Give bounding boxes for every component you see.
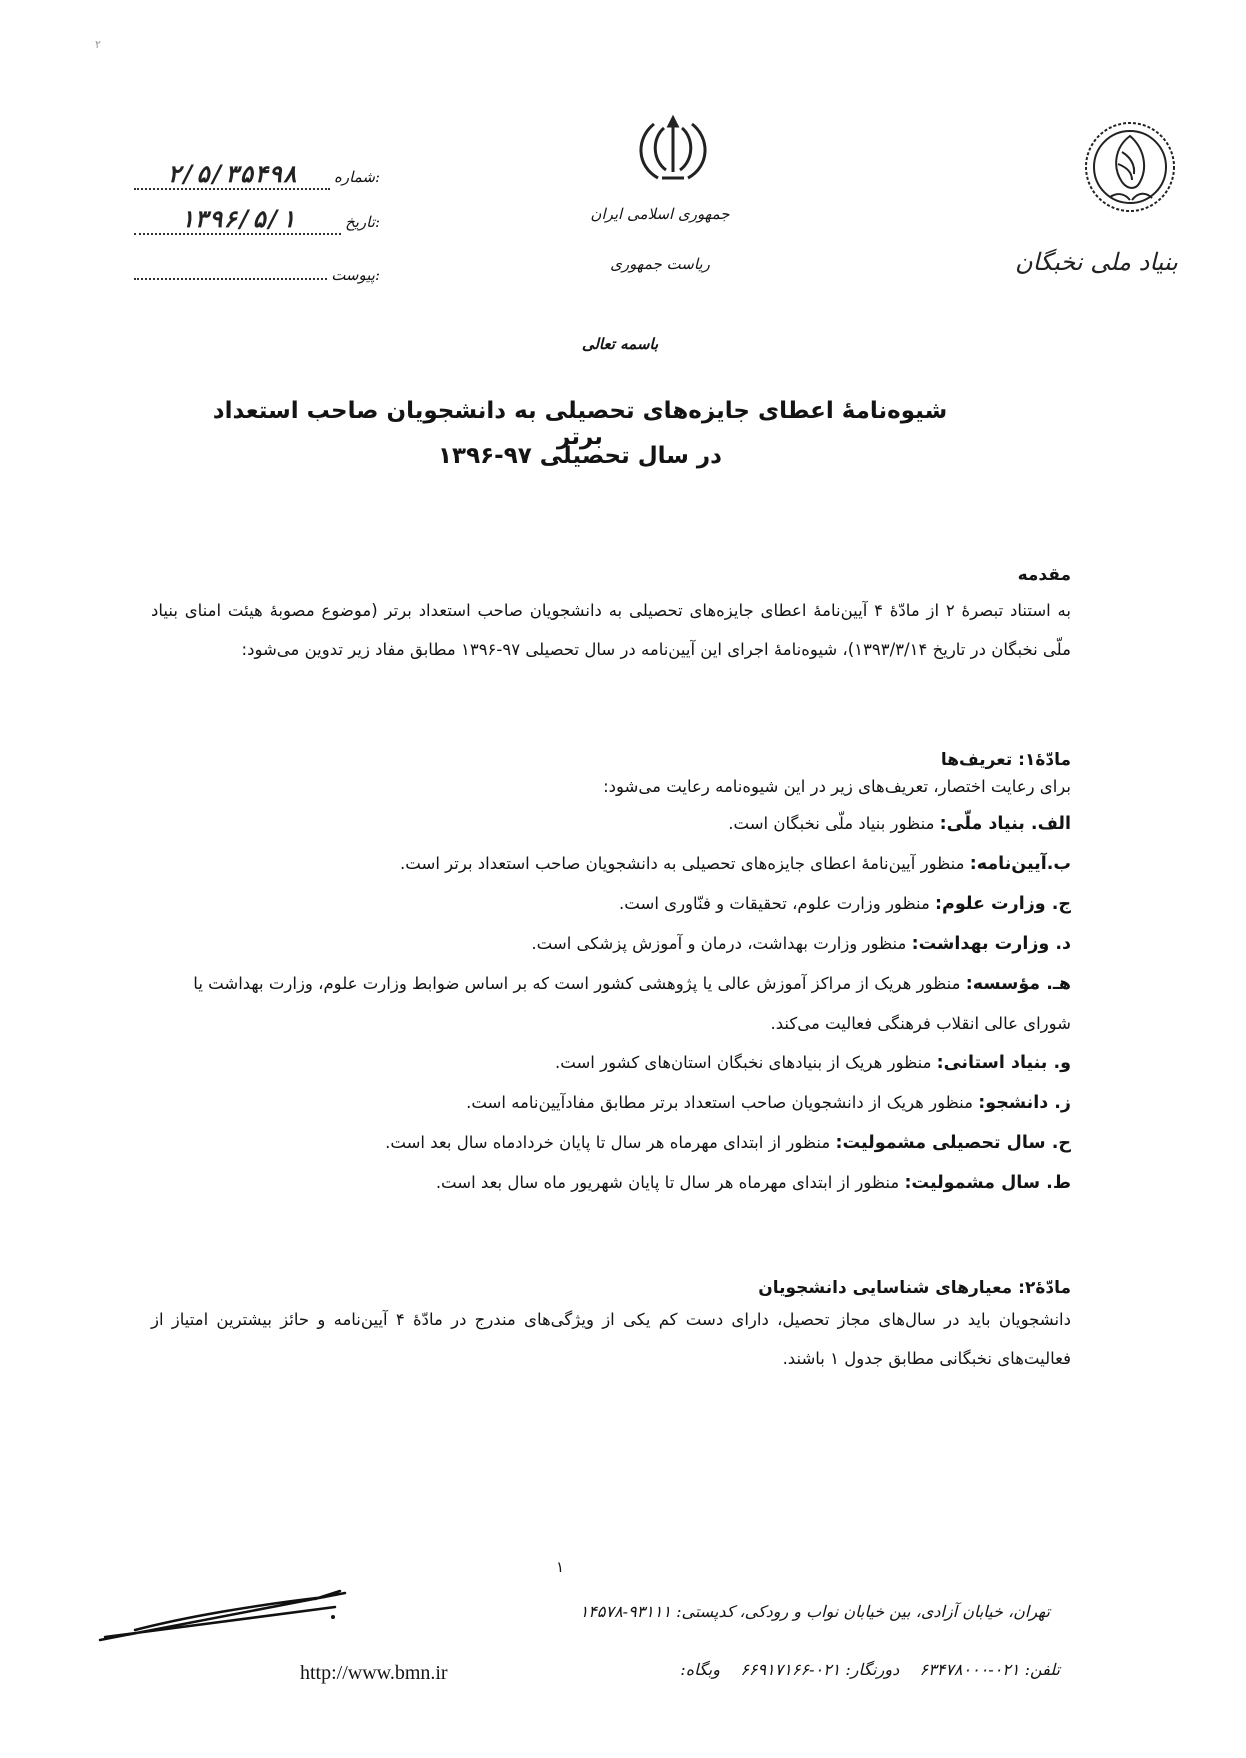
document-title: شیوه‌نامهٔ اعطای جایزه‌های تحصیلی به دانشجویان صاحب استعداد برتر: [212, 398, 948, 450]
footer-contacts: [560, 1660, 1060, 1679]
definition-item: الف. بنیاد ملّی: منظور بنیاد ملّی نخبگان است.: [728, 814, 1071, 834]
intro-section: [151, 565, 1071, 669]
intro-text: به استناد تبصرهٔ ۲ از مادّهٔ ۴ آیین‌نامهٔ اعطای جایزه‌های تحصیلی به دانشجویان صاحب استعداد برتر (موضوع مصوبهٔ هیئت امنای بنیاد ملّی نخبگان در تاریخ ۱۳۹۳/۳/۱۴)، شیوه‌نامهٔ اجرای این آیین‌نامه در سال تحصیلی ۹۷-۱۳۹۶ مطابق مفاد زیر تدوین می‌شود:: [151, 601, 1071, 659]
definition-item: ط. سال مشمولیت: منظور از ابتدای مهرماه هر سال تا پایان شهریور ماه سال بعد است.: [435, 1173, 1071, 1193]
web-label: وبگاه:: [680, 1660, 720, 1679]
definition-item: و. بنیاد استانی: منظور هریک از بنیادهای نخبگان استان‌های کشور است.: [555, 1053, 1071, 1073]
phone-label: تلفن:: [1024, 1660, 1060, 1679]
date-label: تاریخ:: [345, 213, 380, 231]
definition-item: ج. وزارت علوم: منظور وزارت علوم، تحقیقات و فنّاوری است.: [619, 894, 1071, 914]
article1-heading: مادّهٔ۱: تعریف‌ها: [940, 750, 1071, 770]
fax-label: دورنگار:: [845, 1660, 900, 1679]
bonyad-melli-nokhbegan-logo-icon: [1010, 112, 1190, 282]
article2-section: [151, 1278, 1071, 1378]
definition-item: ح. سال تحصیلی مشمولیت: منظور از ابتدای مهرماه هر سال تا پایان خردادماه سال بعد است.: [385, 1133, 1071, 1153]
article2-text: دانشجویان باید در سال‌های مجاز تحصیل، دارای دست کم یکی از ویژگی‌های مندرج در مادّهٔ ۴ آیین‌نامه و حائز بیشترین امتیاز از فعالیت‌های نخبگانی مطابق جدول ۱ باشند.: [151, 1310, 1071, 1368]
intro-heading: مقدمه: [1017, 565, 1071, 585]
presidency-label: ریاست جمهوری: [610, 255, 710, 273]
iran-emblem-icon: [628, 112, 718, 192]
definition-item: ز. دانشجو: منظور هریک از دانشجویان صاحب استعداد برتر مطابق مفادآیین‌نامه است.: [466, 1093, 1071, 1113]
article1-lead: برای رعایت اختصار، تعریف‌های زیر در این شیوه‌نامه رعایت می‌شود:: [603, 777, 1071, 796]
attachment-label: پیوست:: [331, 266, 380, 284]
signature-icon: [95, 1585, 355, 1645]
date-value: ۱۳۹۶/۵/۱: [134, 205, 341, 235]
number-label: شماره:: [334, 168, 380, 186]
footer-address: تهران، خیابان آزادی، بین خیابان نواب و رودکی، کدپستی: ۹۳۱۱۱-۱۴۵۷۸: [579, 1602, 1050, 1621]
basmala: باسمه تعالی: [581, 335, 659, 353]
definition-item: هـ. مؤسسه: منظور هریک از مراکز آموزش عالی یا پژوهشی کشور است که بر اساس ضوابط وزارت علوم، وزارت بهداشت یا شورای عالی انقلاب فرهنگی فعالیت می‌کند.: [193, 974, 1071, 1033]
definition-item: د. وزارت بهداشت: منظور وزارت بهداشت، درمان و آموزش پزشکی است.: [531, 934, 1071, 954]
corner-mark: ۲: [95, 38, 101, 51]
letter-attachment: [130, 250, 380, 284]
fax-number: ۰۲۱-۶۶۹۱۷۱۶۶: [740, 1660, 841, 1679]
document-subtitle: در سال تحصیلی ۹۷-۱۳۹۶: [438, 443, 722, 469]
attachment-value: [134, 250, 327, 280]
letter-date: [130, 205, 380, 235]
number-value: ۲/۵/۳۵۴۹۸: [134, 160, 330, 190]
article2-heading: مادّهٔ۲: معیارهای شناسایی دانشجویان: [758, 1278, 1071, 1298]
article1-section: [151, 750, 1071, 1203]
definition-item: ب.آیین‌نامه: منظور آیین‌نامهٔ اعطای جایزه‌های تحصیلی به دانشجویان صاحب استعداد برتر است.: [400, 854, 1071, 874]
page-number: ۱: [555, 1558, 565, 1576]
letter-number: [130, 160, 380, 190]
website-link[interactable]: http://www.bmn.ir: [300, 1662, 448, 1684]
republic-label: جمهوری اسلامی ایران: [590, 205, 730, 223]
phone-number: ۰۲۱-۶۳۴۷۸۰۰۰: [919, 1660, 1020, 1679]
org-name-text: بنیاد ملی نخبگان: [1015, 248, 1178, 276]
